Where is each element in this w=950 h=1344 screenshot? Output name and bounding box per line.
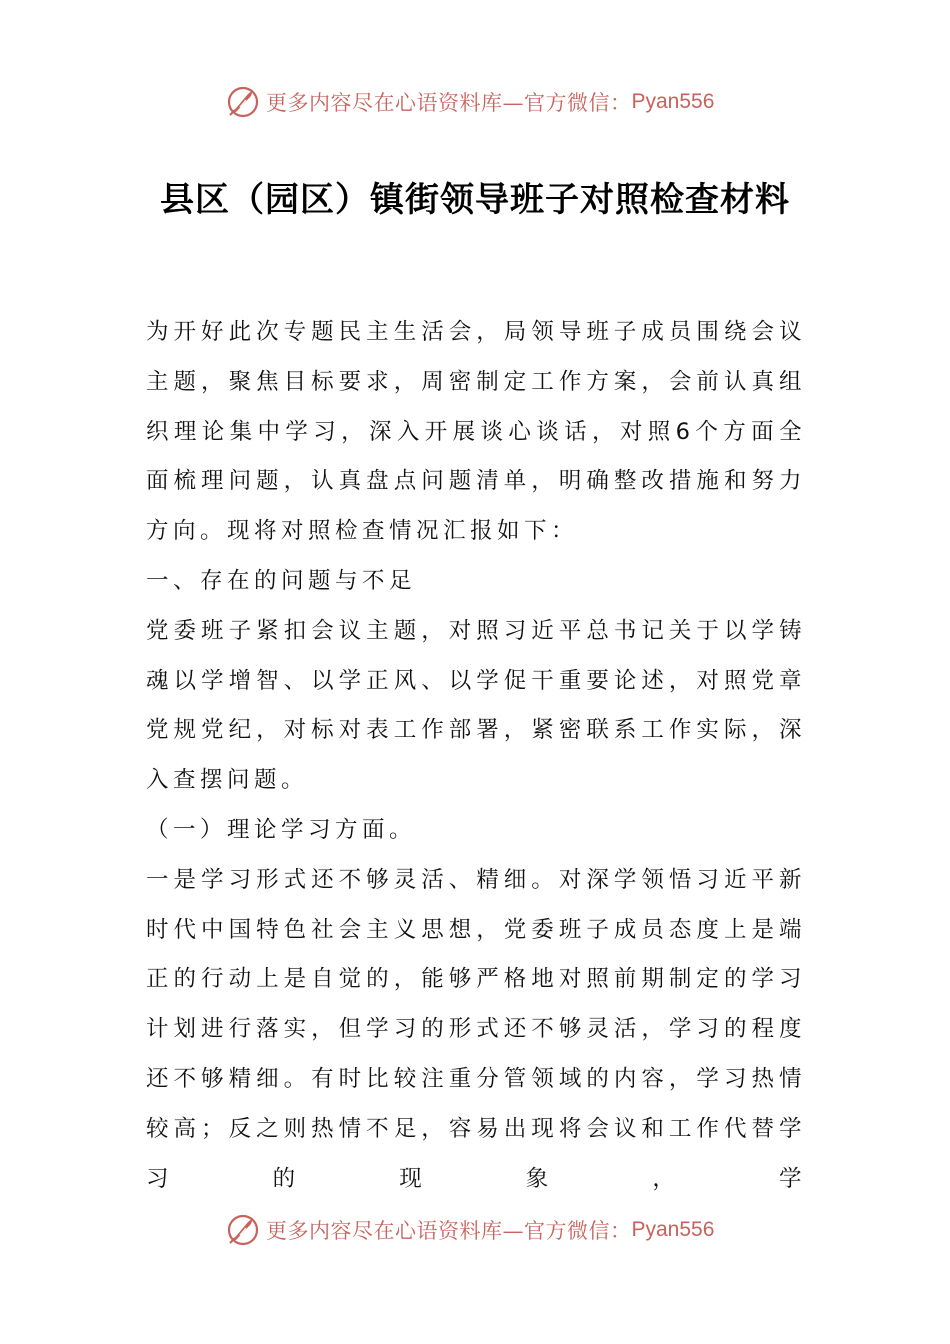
- header-wechat-id: Pyan556: [631, 90, 715, 113]
- footer-banner: [226, 1212, 746, 1248]
- footer-wechat-id: Pyan556: [631, 1218, 715, 1241]
- section-heading-problems: 一、存在的问题与不足: [146, 567, 417, 594]
- header-banner: [226, 84, 746, 120]
- document-body: [146, 308, 806, 1204]
- subsection-heading-theory-study: （一）理论学习方面。: [146, 816, 417, 843]
- footer-banner-text: 更多内容尽在心语资料库—官方微信：: [266, 1219, 632, 1243]
- document-title: 县区（园区）镇街领导班子对照检查材料: [160, 180, 790, 220]
- paragraph-study-form: 一是学习形式还不够灵活、精细。对深学领悟习近平新时代中国特色社会主义思想，党委班子成员态度上是端正的行动上是自觉的，能够严格地对照前期制定的学习计划进行落实，但学习的形式还不够灵活，学习的程度还不够精细。有时比较注重分管领域的内容，学习热情较高；反之则热情不足，容易出现将会议和工作代替学习的现象，学: [146, 866, 806, 1192]
- header-banner-text: 更多内容尽在心语资料库—官方微信：: [266, 91, 632, 115]
- quill-pen-logo-icon: [226, 85, 260, 119]
- quill-pen-logo-icon: [226, 1213, 260, 1247]
- paragraph-overview: 党委班子紧扣会议主题，对照习近平总书记关于以学铸魂以学增智、以学正风、以学促干重要论述，对照党章党规党纪，对标对表工作部署，紧密联系工作实际，深入查摆问题。: [146, 617, 806, 794]
- paragraph-intro: 为开好此次专题民主生活会，局领导班子成员围绕会议主题，聚焦目标要求，周密制定工作方案，会前认真组织理论集中学习，深入开展谈心谈话，对照6个方面全面梳理问题，认真盘点问题清单，明确整改措施和努力方向。现将对照检查情况汇报如下：: [146, 319, 806, 545]
